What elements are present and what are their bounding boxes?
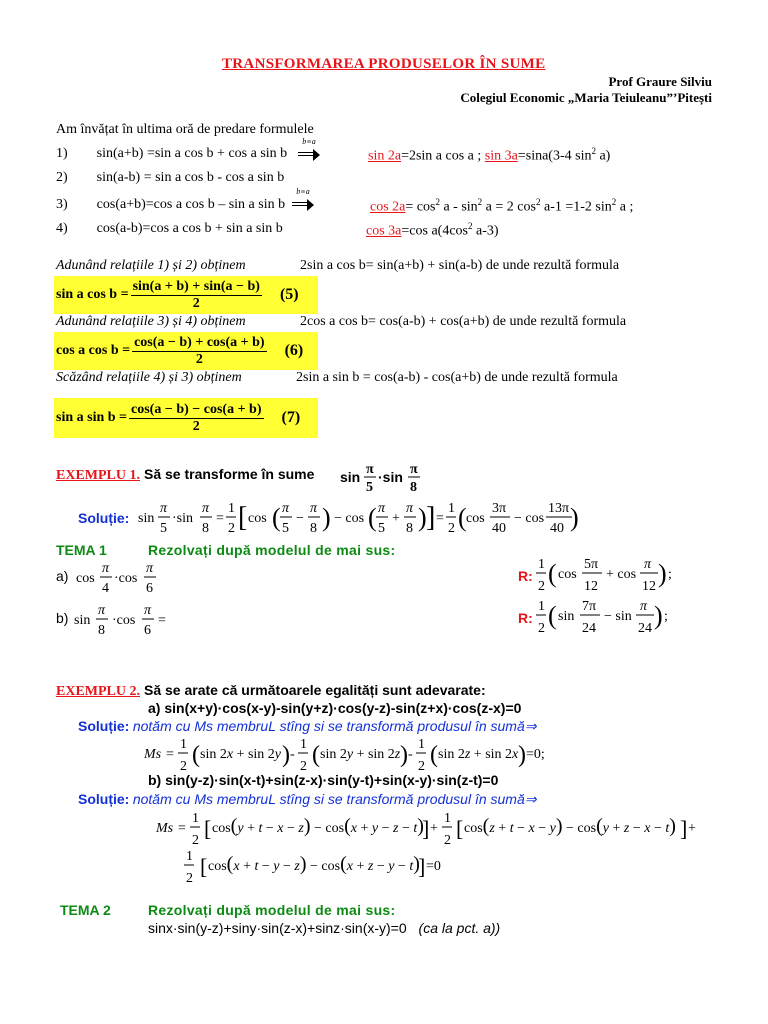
svg-text:− cos: − cos [334,511,365,526]
svg-text:sin 2z + sin 2x: sin 2z + sin 2x [438,747,519,762]
svg-text:1: 1 [180,737,187,752]
svg-text:=0: =0 [426,859,441,874]
page-title: TRANSFORMAREA PRODUSELOR ÎN SUME [222,56,546,72]
svg-text:=: = [166,747,174,762]
svg-text:8: 8 [98,623,105,638]
tema-1-label: TEMA 1 [56,542,107,558]
svg-text:): ) [418,503,427,532]
svg-text:1: 1 [228,501,235,516]
svg-text:π: π [98,603,106,618]
svg-text:π: π [146,561,154,576]
svg-text:·cos: ·cos [112,613,136,628]
svg-text:·sin: ·sin [378,469,403,485]
svg-text:2: 2 [180,759,187,774]
tema-1-b-answer-label: R: [518,610,533,626]
derivation-3-text: 2sin a sin b = cos(a-b) - cos(a+b) de unde rezultă formula [296,370,618,385]
svg-text:40: 40 [550,521,564,536]
svg-text:=: = [178,821,186,836]
svg-text:sin: sin [74,613,91,628]
svg-text:): ) [282,742,290,768]
example-1-expression [336,458,426,498]
svg-text:(: ( [458,503,467,532]
svg-text:2: 2 [228,521,235,536]
svg-text:2: 2 [538,579,545,594]
svg-text:[: [ [200,854,208,879]
derivation-3-lead: Scăzând relațiile 4) și 3) obținem [56,370,242,385]
svg-text:+ cos: + cos [606,567,637,582]
svg-text:sin: sin [558,609,575,624]
formula-box-7: sin a sin b = $\frac{\cos(a - b) - \cos(a + b)}{2}$ (7) [54,398,318,438]
formula-box-5: sin a cos b = $\frac{\sin(a + b) + \sin(a - b)}{2}$ (5) [54,276,318,314]
svg-text:=0;: =0; [526,747,545,762]
svg-text:8: 8 [410,480,417,495]
svg-text:cos(y + t − x − z) − cos(x + y: cos(y + t − x − z) − cos(x + y − z − t) [212,815,424,837]
tema-1-a-answer [536,552,676,598]
example-2-a-solution: Soluție: notăm cu Ms membruL stîng si se transformă produsul în sumă⇒ [78,718,537,734]
svg-text:13π: 13π [548,501,570,516]
example-1-heading: EXEMPLU 1. Să se transforme în sume [56,466,315,483]
svg-text:40: 40 [492,521,506,536]
svg-text:): ) [322,503,331,532]
svg-text:2: 2 [448,521,455,536]
tema-1-b-answer [536,594,676,640]
example-2-b-derivation-line-2 [184,844,484,888]
derivation-1-text: 2sin a cos b= sin(a+b) + sin(a-b) de unde rezultă formula [300,258,620,273]
svg-text:− sin: − sin [604,609,632,624]
svg-text:·cos: ·cos [114,571,138,586]
formula-3: 3) cos(a+b)=cos a cos b – sin a sin b [56,197,286,212]
svg-text:π: π [644,557,652,572]
svg-text:]: ] [426,502,436,533]
svg-text:1: 1 [192,811,199,826]
svg-text:sin: sin [138,511,155,526]
svg-text:): ) [654,601,663,630]
svg-text:1: 1 [538,557,545,572]
svg-text:cos: cos [466,511,485,526]
svg-text:12: 12 [642,579,656,594]
tema-1-instructions: Rezolvați după modelul de mai sus: [148,542,396,558]
implies-arrow-icon [292,199,314,211]
svg-text:1: 1 [538,599,545,614]
example-2-b: b) sin(y-z)·sin(x-t)+sin(z-x)·sin(y-t)+sin(x-y)·sin(z-t)=0 [148,772,499,788]
svg-text:cos(z + t − x − y) − cos(y + z: cos(z + t − x − y) − cos(y + z − x − t) [464,815,676,837]
svg-text:π: π [406,501,414,516]
formula-4-special: cos 3a=cos $a(4\cos^2$ a-3) [366,221,499,239]
svg-text:(: ( [192,742,200,768]
example-2-b-solution: Soluție: notăm cu Ms membruL stîng si se transformă produsul în sumă⇒ [78,791,537,807]
svg-text:cos: cos [558,567,577,582]
svg-text:1: 1 [186,849,193,864]
svg-text:+: + [688,821,696,836]
svg-text:1: 1 [418,737,425,752]
formula-2: 2) sin(a-b) = sin a cos b - cos a sin b [56,170,285,185]
school: Colegiul Economic „Maria Teiuleanu”’Pitești [460,90,712,105]
svg-text:π: π [378,501,386,516]
svg-text:(: ( [368,503,377,532]
svg-text:5: 5 [378,521,385,536]
svg-text:2: 2 [418,759,425,774]
svg-text:π: π [282,501,290,516]
svg-text:]: ] [418,854,426,879]
svg-text:[: [ [456,816,464,841]
derivation-2-text: 2cos a cos b= cos(a-b) + cos(a+b) de unde rezultă formula [300,314,627,329]
svg-text:6: 6 [146,581,153,596]
svg-text:2: 2 [538,621,545,636]
svg-text:π: π [160,501,168,516]
svg-text:(: ( [548,559,557,588]
svg-text:·sin: ·sin [172,511,193,526]
svg-text:sin: sin [340,469,361,485]
svg-text:π: π [366,462,374,477]
svg-text:π: π [410,462,418,477]
svg-text:−: − [296,511,304,526]
tema-2-label: TEMA 2 [60,902,111,918]
svg-text:]: ] [422,816,430,841]
svg-text:cos: cos [76,571,95,586]
svg-text:=: = [216,511,224,526]
svg-text:π: π [102,561,110,576]
svg-text:5: 5 [366,480,373,495]
svg-text:π: π [144,603,152,618]
svg-text:π: π [640,599,648,614]
svg-text:]: ] [680,816,688,841]
svg-text:2: 2 [186,871,193,886]
derivation-2-lead: Adunând relațiile 3) și 4) obținem [56,314,246,329]
svg-text:− cos: − cos [514,511,545,526]
svg-text:24: 24 [582,621,596,636]
svg-text:sin 2y + sin 2z: sin 2y + sin 2z [320,747,401,762]
svg-text:2: 2 [192,833,199,848]
formula-1-special: sin 2a=2sin a cos a ; sin 3a=sina(3-4 $\sin^2 a$) [368,146,611,164]
formula-box-6: cos a cos b = $\frac{\cos(a - b) + \cos(a + b)}{2}$ (6) [54,332,318,370]
svg-text:): ) [658,559,667,588]
svg-text:-: - [408,747,413,762]
formula-3-special: $\cos 2a= \cos^2 a - \sin^2 a = 2$ $\cos^2 a-1 =1-2$ $\sin^2 a$ ; [370,197,634,215]
svg-text:): ) [518,742,526,768]
svg-text:1: 1 [444,811,451,826]
svg-text:): ) [400,742,408,768]
example-1-solution [136,494,579,542]
tema-2-instructions: Rezolvați după modelul de mai sus: [148,902,396,918]
svg-text:(: ( [272,503,281,532]
svg-text:cos: cos [248,511,267,526]
svg-text:+: + [430,821,438,836]
svg-text:1: 1 [300,737,307,752]
tema-2-expression: sinx·sin(y-z)+siny·sin(z-x)+sinz·sin(x-y)=0 (ca la pct. a)) [148,920,501,936]
formula-4: 4) cos(a-b)=cos a cos b + sin a sin b [56,221,283,236]
arrow-1: b≡a [298,137,320,164]
svg-text:π: π [310,501,318,516]
svg-text:Ms: Ms [156,821,174,836]
tema-1-b-label: b) [56,610,69,626]
svg-text:(: ( [548,601,557,630]
svg-text:2: 2 [444,833,451,848]
svg-text:=: = [158,613,166,628]
svg-text:4: 4 [102,581,109,596]
svg-text:;: ; [664,609,668,624]
svg-text:[: [ [238,502,248,533]
svg-text:7π: 7π [582,599,597,614]
svg-text:): ) [570,503,579,532]
tema-1-b-expression [72,598,182,642]
svg-text:;: ; [668,567,672,582]
tema-1-a-label: a) [56,568,69,584]
implies-arrow-icon [298,149,320,161]
svg-text:Ms: Ms [144,747,162,762]
svg-text:5: 5 [160,521,167,536]
svg-text:π: π [202,501,210,516]
author: Prof Graure Silviu [608,74,712,89]
svg-text:(: ( [430,742,438,768]
intro-text: Am învățat în ultima oră de predare formulele [56,122,314,137]
example-2-heading: EXEMPLU 2. Să se arate că următoarele egalități sunt adevarate: [56,682,486,699]
svg-text:=: = [436,511,444,526]
svg-text:1: 1 [448,501,455,516]
svg-text:8: 8 [202,521,209,536]
svg-text:12: 12 [584,579,598,594]
formula-1: 1) sin(a+b) =sin a cos b + cos a sin b [56,146,288,161]
svg-text:5π: 5π [584,557,599,572]
example-2-a: a) sin(x+y)·cos(x-y)-sin(y+z)·cos(y-z)-sin(z+x)·cos(z-x)=0 [148,700,522,716]
example-1-solution-label: Soluție: [78,510,130,526]
svg-text:3π: 3π [492,501,507,516]
arrow-3: b≡a [292,187,314,214]
tema-1-a-answer-label: R: [518,568,533,584]
svg-text:5: 5 [282,521,289,536]
svg-text:2: 2 [300,759,307,774]
svg-text:-: - [290,747,295,762]
svg-text:+: + [392,511,400,526]
derivation-1-lead: Adunând relațiile 1) și 2) obținem [56,258,246,273]
svg-text:sin 2x + sin 2y: sin 2x + sin 2y [200,747,282,762]
svg-text:[: [ [204,816,212,841]
svg-text:8: 8 [406,521,413,536]
svg-text:8: 8 [310,521,317,536]
example-2-a-derivation [142,732,582,776]
svg-text:cos(x + t − y − z) − cos(x + z: cos(x + t − y − z) − cos(x + z − y − t) [208,853,420,875]
tema-1-a-expression [74,556,164,600]
svg-text:24: 24 [638,621,652,636]
svg-text:6: 6 [144,623,151,638]
svg-text:(: ( [312,742,320,768]
